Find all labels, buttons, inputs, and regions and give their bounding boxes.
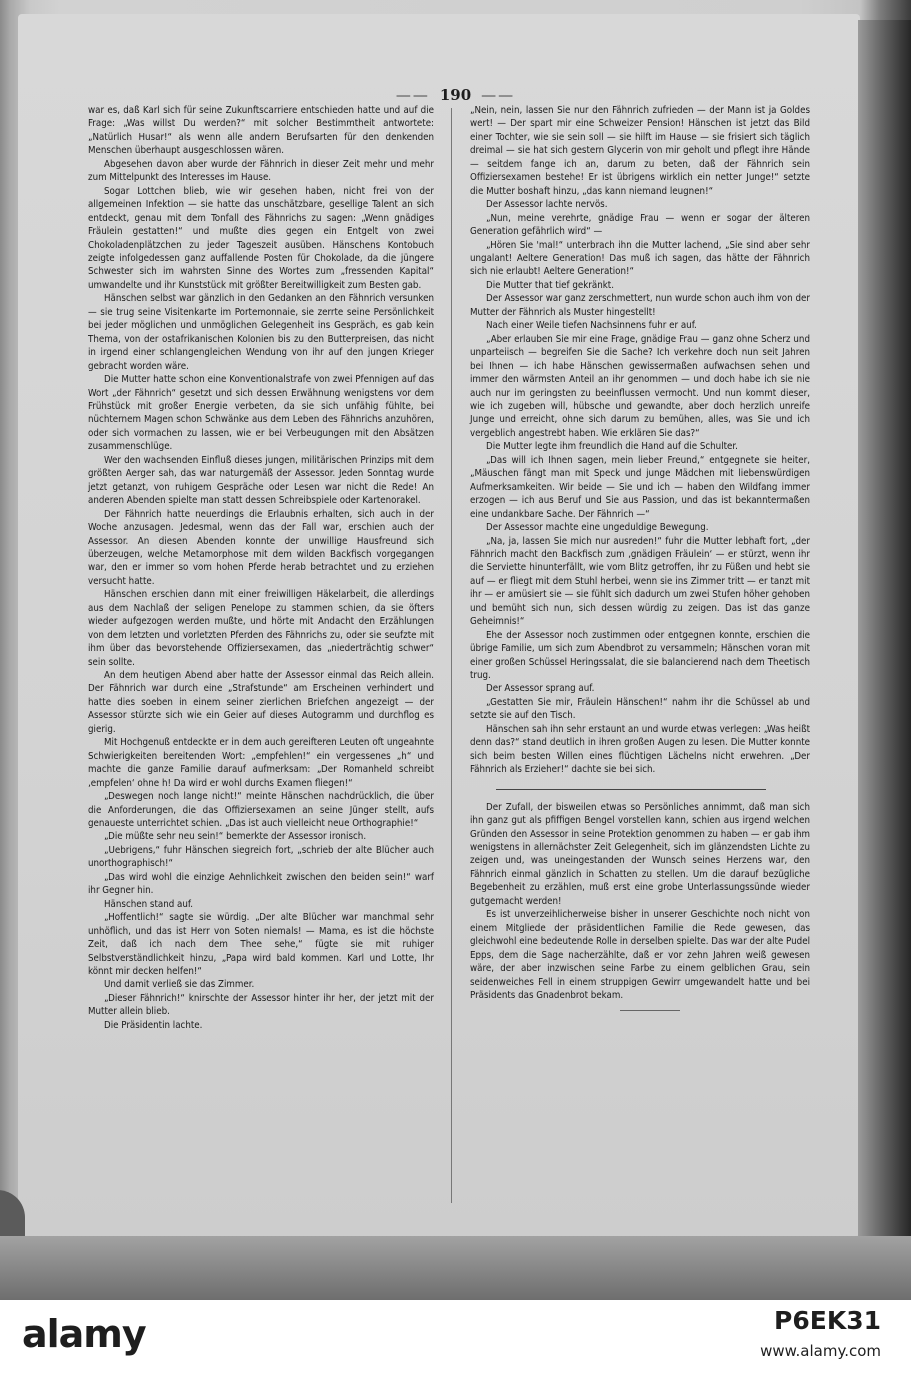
paragraph: Die Mutter legte ihm freundlich die Hand auf die Schulter. xyxy=(486,441,738,453)
paragraph: Hänschen sah ihn sehr erstaunt an und wurde etwas verlegen: „Was heißt denn das?“ stand deutlich in ihren großen Augen zu lesen. Die Mutter konnte sich beim besten Willen eines flüchtigen Lächelns nicht erwehren. „Der Fähnrich als Erzieher!“ dachte sie bei sich. xyxy=(470,723,810,776)
column-divider xyxy=(451,108,452,1203)
paragraph: Der Assessor lachte nervös. xyxy=(486,199,608,211)
section-break-rule xyxy=(496,789,766,790)
chapter-end-rule xyxy=(620,1010,680,1011)
paragraph: „Hören Sie 'mal!“ unterbrach ihn die Mutter lachend, „Sie sind aber sehr ungalant! Aeltere Generation! Das muß ich sagen, das hätte der Fähnrich sich nie erlaubt! Aeltere Generation!“ xyxy=(470,239,810,278)
paragraph: „Die müßte sehr neu sein!“ bemerkte der Assessor ironisch. xyxy=(104,831,367,843)
book-spine-edge xyxy=(858,20,911,1290)
paragraph: Abgesehen davon aber wurde der Fähnrich in dieser Zeit mehr und mehr zum Mittelpunkt des Interesses im Hause. xyxy=(88,158,434,184)
paragraph: „Hoffentlich!“ sagte sie würdig. „Der alte Blücher war manchmal sehr unhöflich, und das ist Herr von Soten niemals! — Mama, es ist die höchste Zeit, daß ich nach dem Thee sehe,“ fügte sie mit ruhiger Selbstverständlichkeit hinzu, „Papa wird bald kommen. Karl und Lotte, Ihr könnt mir decken helfen!“ xyxy=(88,912,434,977)
right-column xyxy=(470,104,810,1002)
paragraph: Der Fähnrich hatte neuerdings die Erlaubnis erhalten, sich auch in der Woche anzusagen. Jedesmal, wenn das der Fall war, erschien auch der Assessor. An diesen Abenden konnte der unwillige Hausfreund sich überzeugen, welche Metamorphose mit dem wilden Backfisch vorgegangen war, den er immer so vom hohen Pferde herab betrachtet und zu erziehen versucht hatte. xyxy=(88,508,434,587)
paragraph: Der Assessor war ganz zerschmettert, nun wurde schon auch ihm von der Mutter der Fähnrich als Muster hingestellt! xyxy=(470,293,810,318)
page-number-value: 190 xyxy=(439,86,472,104)
paragraph: Hänschen stand auf. xyxy=(104,898,194,910)
paragraph: Nach einer Weile tiefen Nachsinnens fuhr er auf. xyxy=(486,320,697,332)
left-column xyxy=(88,104,434,1032)
paragraph: Sogar Lottchen blieb, wie wir gesehen haben, nicht frei von der allgemeinen Infektion — sie hatte das unschätzbare, gesellige Talent an sich entdeckt, genau mit dem Tonfall des Fähnrichs zu sagen: „Wenn gnädiges Fräulein gestatten!“ und mußte dies gegen ein Entgelt von zwei Chokoladenplätzchen zu jeder Tageszeit ausüben. Hänschens Kontobuch zeigte infolgedessen ganz auffallende Posten für Chokolade, da die jüngere Schwester sich im wahrsten Sinne des Wortes zum „fressenden Kapital“ umwandelte und ihr Kunststück mit größter Bereitwilligkeit zum Besten gab. xyxy=(88,185,434,291)
paragraph: Es ist unverzeihlicherweise bisher in unserer Geschichte noch nicht von einem Mitgliede der präsidentlichen Familie die Rede gewesen, das gleichwohl eine bedeutende Rolle in derselben spielte. Das war der alte Pudel Epps, dem die Sage nacherzählte, daß er vor zehn Jahren weiß gewesen wäre, der aber inzwischen seine Farbe zu einem gelblichen Grau, sein seidenweiches Fell in einem struppigen Gewirr umgewandelt hatte und bei Präsidents das Gnadenbrot bekam. xyxy=(470,909,810,1001)
page-number: —— 190 —— xyxy=(395,86,516,104)
page-bottom-shadow xyxy=(0,1236,911,1300)
paragraph: Und damit verließ sie das Zimmer. xyxy=(104,979,255,991)
paragraph: „Gestatten Sie mir, Fräulein Hänschen!“ nahm ihr die Schüssel ab und setzte sie auf den Tisch. xyxy=(470,696,810,722)
paragraph: „Nun, meine verehrte, gnädige Frau — wenn er sogar der älteren Generation gefährlich wird“ — xyxy=(470,212,810,238)
paragraph: Die Mutter that tief gekränkt. xyxy=(486,279,614,291)
paragraph: Mit Hochgenuß entdeckte er in dem auch gereifteren Leuten oft ungeahnte Schwierigkeiten bereitenden Wort: „empfehlen!“ ein vergessenes „h“ und machte die ganze Familie darauf aufmerksam: „Der Romanheld schreibt ‚empfelen‘ ohne h! Da wird er wohl durchs Examen fliegen!“ xyxy=(88,737,434,789)
paragraph: Der Assessor machte eine ungeduldige Bewegung. xyxy=(486,522,709,534)
paragraph: Der Zufall, der bisweilen etwas so Persönliches annimmt, daß man sich ihn ganz gut als pfiffigen Bengel vorstellen kann, schien aus irgend welchen Gründen den Assessor in seine Protektion genommen zu haben — er gab ihm wenigstens in allernächster Zeit Gelegenheit, sich im glänzendsten Lichte zu zeigen und, was uneingestanden der Wunsch seines Herzens war, den Fähnrich einmal gänzlich in Schatten zu stellen. Um die darauf bezügliche Begebenheit zu erzählen, muß erst eine grobe Unterlassungssünde wieder gutgemacht werden! xyxy=(470,801,810,907)
paragraph: war es, daß Karl sich für seine Zukunftscarriere entschieden hatte und auf die Frage: „Was willst Du werden?“ mit solcher Bestimmtheit antwortete: „Natürlich Husar!“ als wenn alle andern Berufsarten für den denkenden Menschen überhaupt ausgeschlossen wären. xyxy=(88,105,434,157)
right-column-top-section xyxy=(470,104,810,777)
paragraph: An dem heutigen Abend aber hatte der Assessor einmal das Reich allein. Der Fähnrich war durch eine „Strafstunde“ am Erscheinen verhindert und hatte dies soeben in einem seiner zierlichen Briefchen angezeigt — der Assessor stürzte sich wie ein Geier auf dieses Autogramm und durchflog es gierig. xyxy=(88,670,434,735)
paragraph: „Aber erlauben Sie mir eine Frage, gnädige Frau — ganz ohne Scherz und unparteiisch — begreifen Sie die Sache? Ich verkehre doch nun seit Jahren bei Ihnen — ich habe Hänschen gewissermaßen aufwachsen sehen und immer den wärmsten Anteil an ihr genommen — und doch habe ich sie nie auch nur im geringsten zu beeinflussen vermocht. Und nun kommt dieser, wie ich zugeben will, hübsche und gewandte, aber doch herzlich unreife Junge und erreicht, ohne sich darum zu bemühen, alles, was Sie und ich vergeblich angestrebt haben. Wie erklären Sie das?“ xyxy=(470,333,810,439)
paragraph: Hänschen selbst war gänzlich in den Gedanken an den Fähnrich versunken — sie trug seine Visitenkarte im Portemonnaie, sie zerrte seine Persönlichkeit bei jeder möglichen und unmöglichen Gelegenheit ins Gespräch, es gab kein Thema, von der ostafrikanischen Kolonien bis zu den Butterpreisen, das nicht in irgend einer schlangengleichen Wendung von ihr auf den jungen Krieger gebracht worden wäre. xyxy=(88,293,434,372)
paragraph: „Dieser Fähnrich!“ knirschte der Assessor hinter ihr her, der jetzt mit der Mutter allein blieb. xyxy=(88,992,434,1018)
paragraph: „Na, ja, lassen Sie mich nur ausreden!“ fuhr die Mutter lebhaft fort, „der Fähnrich macht den Backfisch zum ‚gnädigen Fräulein‘ — er stürzt, wenn ihr die Serviette hinunterfällt, wie vom Blitz getroffen, ihr zu Füßen und hebt sie auf — er fliegt mit dem Stuhl herbei, wenn sie ins Zimmer tritt — er tanzt mit ihr — er amüsiert sie — sie fühlt sich dadurch um zwei Stufen höher gehoben und bemüht sich nun, sich dessen würdig zu zeigen. Das ist das ganze Geheimnis!“ xyxy=(470,535,810,628)
paragraph: „Das will ich Ihnen sagen, mein lieber Freund,“ entgegnete sie heiter, „Mäuschen fängt man mit Speck und junge Mädchen mit liebenswürdigen Aufmerksamkeiten. Wir beide — Sie und ich — haben den Wildfang immer erzogen — ich aus Beruf und Sie aus Passion, und das ist bekanntermaßen eine undankbare Sache. Der Fähnrich —“ xyxy=(470,454,810,520)
watermark-site: www.alamy.com xyxy=(760,1342,881,1360)
paragraph: „Das wird wohl die einzige Aehnlichkeit zwischen den beiden sein!“ warf ihr Gegner hin. xyxy=(88,871,434,897)
paragraph: „Uebrigens,“ fuhr Hänschen siegreich fort, „schrieb der alte Blücher auch unorthographisch!“ xyxy=(88,844,434,870)
paragraph: „Nein, nein, lassen Sie nur den Fähnrich zufrieden — der Mann ist ja Goldes wert! — Der spart mir eine Schweizer Pension! Hänschen ist jetzt das Bild einer Tochter, wie sie sein soll — sie hilft im Hause — sie frisiert sich täglich dreimal — sie hat sich gestern Glycerin von mir geholt und pflegt ihre Hände — seitdem fange ich an, darum zu beten, daß der Fähnrich sein Offiziersexamen bestehe! Er ist übrigens wirklich ein netter Junge!“ setzte die Mutter boshaft hinzu, „das kann niemand leugnen!“ xyxy=(470,105,810,197)
watermark-image-code: P6EK31 xyxy=(774,1306,881,1335)
paragraph: Hänschen erschien dann mit einer freiwilligen Häkelarbeit, die allerdings aus dem Nachlaß der seligen Penelope zu stammen schien, da sie öfters wieder aufgezogen werden mußte, und hörte mit Andacht den Erzählungen von dem letzten und vorletzten Pferden des Fähnrichs zu, oder sie seufzte mit ihm über das bevorstehende Offiziersexamen, das „niederträchtig schwer“ sein sollte. xyxy=(88,589,434,668)
paragraph: Ehe der Assessor noch zustimmen oder entgegnen konnte, erschien die übrige Familie, um sich zum Abendbrot zu versammeln; Hänschen voran mit einer großen Schüssel Heringssalat, die sie balancierend nach dem Theetisch trug. xyxy=(470,629,810,682)
paragraph: Wer den wachsenden Einfluß dieses jungen, militärischen Prinzips mit dem größten Aerger sah, das war naturgemäß der Assessor. Jeden Sonntag wurde jetzt getanzt, von ruhigem Gespräche oder Lesen war nicht die Rede! An anderen Abenden spielte man statt dessen Schreibspiele oder Kartenorakel. xyxy=(88,454,434,507)
paragraph: Die Präsidentin lachte. xyxy=(104,1019,203,1031)
watermark-logo: alamy xyxy=(22,1312,146,1356)
right-column-bottom-section xyxy=(470,801,810,1003)
paragraph: Die Mutter hatte schon eine Konventionalstrafe von zwei Pfennigen auf das Wort „der Fähnrich“ gesetzt und sich dessen Erwähnung wenigstens vor dem Frühstück mit großer Energie verbeten, da sie sich unfähig fühlte, bei nüchternem Magen schon Schwänke aus dem Leben des Fähnrichs anzuhören, oder sich vormachen zu lassen, wie er bei Verbeugungen mit den Absätzen zusammenschlüge. xyxy=(88,374,434,453)
paragraph: Der Assessor sprang auf. xyxy=(486,683,595,695)
paragraph: „Deswegen noch lange nicht!“ meinte Hänschen nachdrücklich, die über die Anforderungen, die das Offiziersexamen an seine Jünger stellt, aufs genaueste unterrichtet schien. „Das ist auch vielleicht neue Orthographie!“ xyxy=(88,791,434,830)
